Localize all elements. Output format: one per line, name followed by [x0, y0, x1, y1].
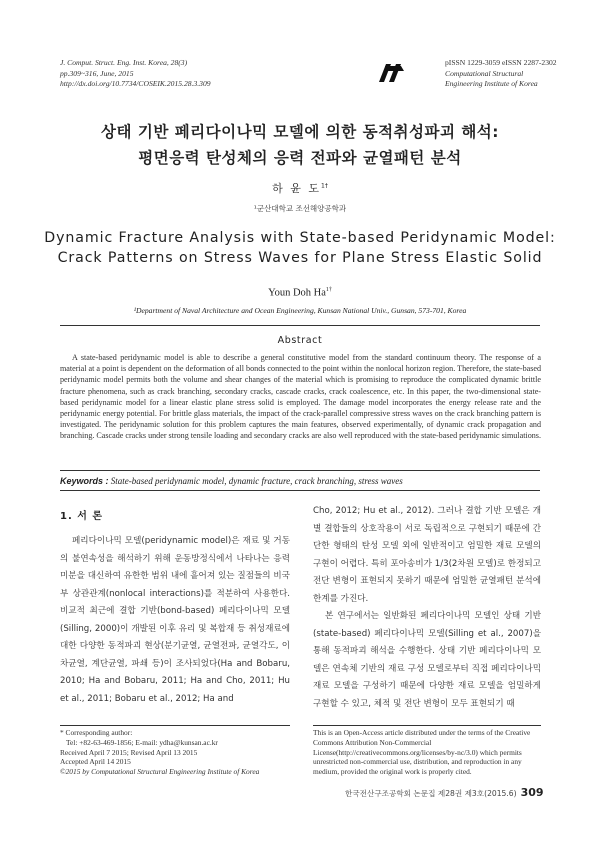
author-korean — [0, 180, 600, 196]
keywords — [60, 476, 541, 486]
affiliation-korean: ¹군산대학교 조선해양공학과 — [253, 204, 347, 213]
divider — [60, 490, 540, 491]
left-column — [60, 533, 290, 708]
footnote-right: This is an Open-Access article distributed under the terms of the Creative Commons Attribution Non-Commercial License(http://creativecommons.org/licenses/by-nc/3.0) which permits unrestricted non-commercial use, distribution, and reproduction in any medium, provided the original work is properly cited. — [313, 728, 531, 777]
footnote-line: Received April 7 2015; Revised April 13 2015 — [60, 747, 198, 757]
title-english-line2: Crack Patterns on Stress Waves for Plane Stress Elastic Solid — [57, 250, 543, 266]
keywords-label: Keywords : — [60, 476, 109, 486]
author-mark: 1† — [321, 182, 328, 190]
author-mark: 1† — [325, 287, 332, 293]
footnote-divider — [313, 725, 541, 726]
title-korean-line1: 상태 기반 페리다이나믹 모델에 의한 동적취성파괴 해석: — [101, 123, 499, 141]
footnote-line: Accepted April 14 2015 — [60, 757, 131, 767]
author-english — [0, 287, 600, 299]
author-name-korean: 하 윤 도 — [272, 182, 322, 195]
paragraph: Cho, 2012; Hu et al., 2012). 그러나 결합 기반 모델은 개별 결합들의 상호작용이 서로 독립적으로 구현되기 때문에 간단한 형태의 탄성 모델 외에 일반적이고 엄밀한 재료 모델의 구현이 어렵다. 특히 포아송비가 1/3(2차원 모델)로 한정되고 전단 변형이 표현되지 못하기 때문에 엄밀한 균열패턴 분석에 한계를 가진다. — [313, 506, 541, 604]
doi-link[interactable]: http://dx.doi.org/10.7734/COSEIK.2015.28.3.309 — [60, 79, 211, 89]
citation-line: J. Comput. Struct. Eng. Inst. Korea, 28(3) — [60, 58, 188, 67]
paragraph: 페리다이나믹 모델(peridynamic model)은 재료 및 거동의 불연속성을 해석하기 위해 운동방정식에서 나타나는 응력 미분을 대신하여 유한한 범위 내에 흩어져 있는 질점들의 비국부 상관관계(nonlocal interactions)를 적분하여 사용한다. 비교적 최근에 결합 기반(bond-based) 페리다이나믹 모델(Silling, 2000)이 개발된 이후 유리 및 복합재 등 취성재료에 대한 다양한 동적파괴 현상(분기균열, 균열전파, 균열각도, 이차균열, 계단균열, 파쇄 등)이 조사되었다(Ha and Bobaru, 2010; Ha and Bobaru, 2011; Ha and Cho, 2011; Hu et al., 2011; Bobaru et al., 2012; Ha and — [60, 536, 290, 704]
section-heading: 1. 서 론 — [60, 511, 104, 522]
footnote-line: * Corresponding author: — [60, 728, 133, 737]
journal-citation — [60, 58, 211, 90]
abstract-body — [60, 352, 541, 442]
affiliation-english: ¹Department of Naval Architecture and Ocean Engineering, Kunsan National Univ., Gunsan, 573-701, Korea — [133, 306, 467, 315]
footnote-line: Tel: +82-63-469-1856; E-mail: ydha@kunsan.ac.kr — [66, 737, 218, 747]
page-number: 309 — [520, 786, 544, 799]
page-footer — [345, 786, 544, 799]
footnote-line: ©2015 by Computational Structural Engineering Institute of Korea — [60, 767, 260, 777]
citation-line: pp.309~316, June, 2015 — [60, 68, 134, 78]
abstract-heading: Abstract — [277, 335, 323, 346]
divider — [60, 325, 540, 326]
keywords-text: State-based peridynamic model, dynamic fracture, crack branching, stress waves — [110, 476, 403, 486]
right-column — [313, 503, 541, 713]
divider — [60, 470, 540, 471]
publisher-line: Engineering Institute of Korea — [445, 79, 538, 89]
issn-line: pISSN 1229-3059 eISSN 2287-2302 — [445, 58, 557, 67]
abstract-text: A state-based peridynamic model is able to describe a general constitutive model from the standard continuum theory. The response of a material at a point is dependent on the deformation of all bonds connected to the point within the nonlocal horizon region. Therefore, the state-based peridynamic model permits both the volume and shear changes of the material which is promising to reproduce the complicated dynamic brittle fracture phenomena, such as crack branching, secondary cracks, cascade cracks, crack coalescence, etc. In this paper, the two-dimensional state-based peridynamic model for a linear elastic plane stress solid is employed. The damage model incorporates the energy release rate and the peridynamic energy potential. For brittle glass materials, the impact of the crack-parallel compressive stress waves on the crack branching pattern is investigated. The peridynamic solution for this problem captures the main features, observed experimentally, of dynamic crack propagation and branching. Cascade cracks under strong tensile loading and secondary cracks are also well reproduced with the state-based peridynamic simulations. — [60, 353, 541, 441]
title-korean-line2: 평면응력 탄성체의 응력 전파와 균열패턴 분석 — [138, 149, 462, 167]
title-english-line1: Dynamic Fracture Analysis with State-based Peridynamic Model: — [44, 230, 556, 246]
publisher-line: Computational Structural — [445, 68, 524, 78]
footnote-left — [60, 728, 295, 777]
journal-footer-text: 한국전산구조공학회 논문집 제28권 제3호(2015.6) — [345, 789, 517, 798]
author-name-english: Youn Doh Ha — [268, 287, 326, 299]
footnote-divider — [60, 725, 290, 726]
issn-info — [445, 58, 557, 90]
journal-logo — [377, 62, 407, 84]
paragraph: 본 연구에서는 일반화된 페리다이나믹 모델인 상태 기반(state-based) 페리다이나믹 모델(Silling et al., 2007)을 통해 동적파괴 해석을 수행한다. 상태 기반 페리다이나믹 모델은 연속체 기반의 재료 구성 모델로부터 직접 페리다이나믹 재료 모델을 구성하기 때문에 다양한 재료 모델을 엄밀하게 구현할 수 있고, 체적 및 전단 변형이 모두 표현되기 때 — [313, 611, 541, 709]
